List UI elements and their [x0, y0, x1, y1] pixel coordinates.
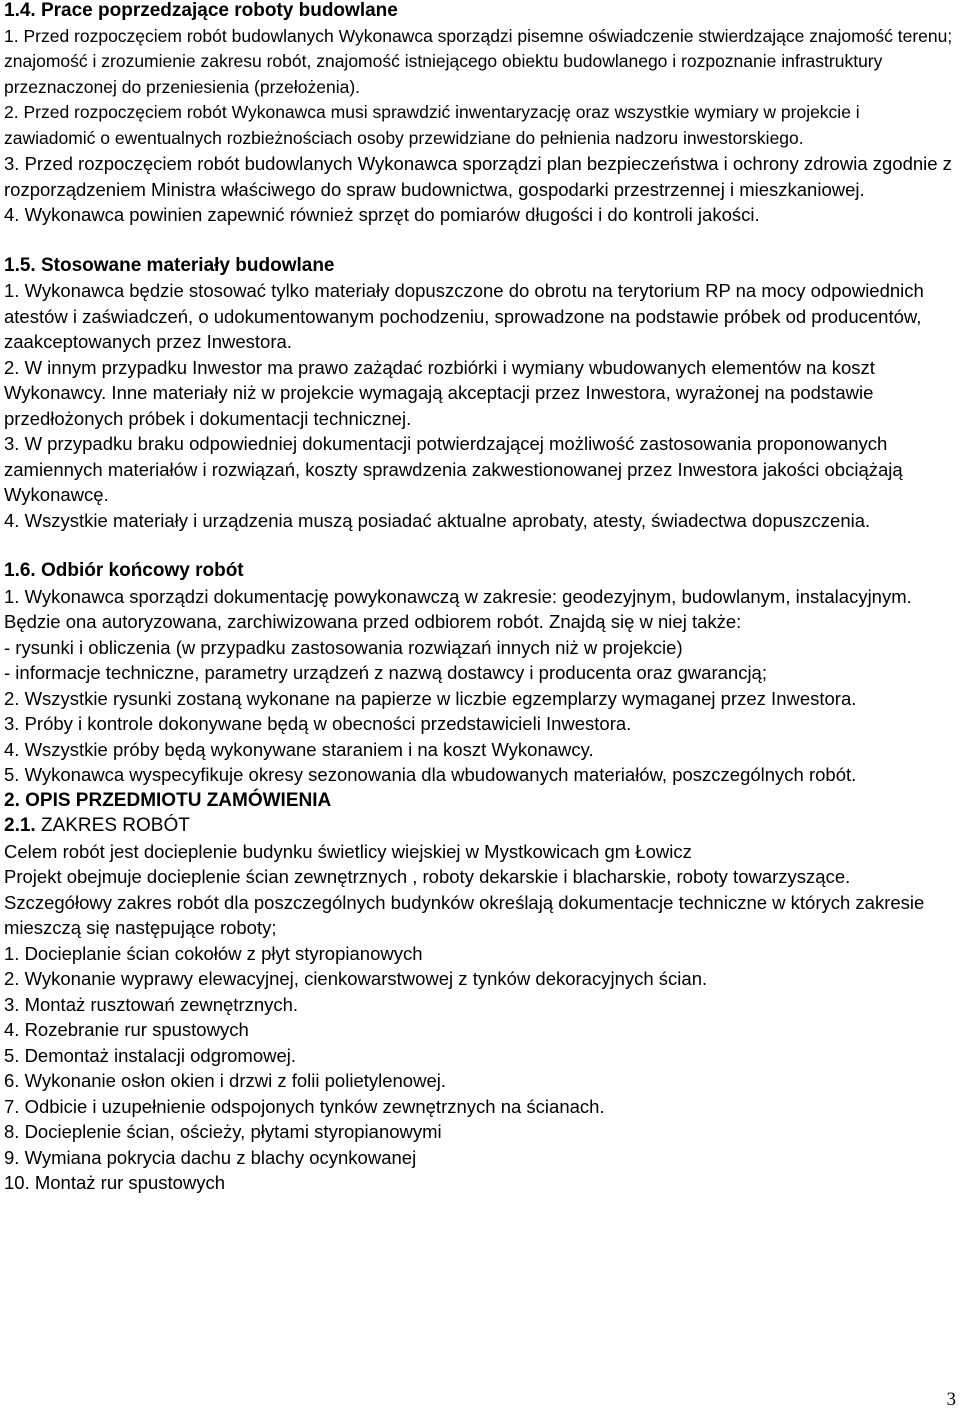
- paragraph: 2. Przed rozpoczęciem robót Wykonawca musi sprawdzić inwentaryzację oraz wszystkie wymiary w projekcie i zawiadomić o ewentualnych rozbieżnościach osoby przewidziane do pełnienia nadzoru inwestorskiego.: [4, 102, 860, 148]
- list-item: 3. Montaż rusztowań zewnętrznych.: [4, 993, 299, 1015]
- paragraph: 3. Przed rozpoczęciem robót budowlanych Wykonawca sporządzi plan bezpieczeństwa i ochrony zdrowia zgodnie z rozporządzeniem Ministra właściwego do spraw budownictwa, gospodarki przestrzennej i mieszkaniowej.: [4, 153, 952, 200]
- paragraph: 4. Wykonawca powinien zapewnić również sprzęt do pomiarów długości i do kontroli jakości.: [4, 204, 760, 225]
- section-heading-1-6: 1.6. Odbiór końcowy robót: [4, 560, 244, 581]
- list-item: - rysunki i obliczenia (w przypadku zastosowania rozwiązań innych niż w projekcie): [4, 636, 683, 658]
- list-item: 4. Rozebranie rur spustowych: [4, 1019, 249, 1040]
- page-number: 3: [946, 1389, 956, 1410]
- paragraph: 1. Przed rozpoczęciem robót budowlanych Wykonawca sporządzi pisemne oświadczenie stwierdzające znajomość terenu; znajomość i zrozumienie zakresu robót, znajomość istniejącego obiektu budowlanego i rozpoznanie infrastruktury przeznaczonej do przeniesienia (przełożenia).: [4, 25, 953, 97]
- list-item: 5. Demontaż instalacji odgromowej.: [4, 1044, 297, 1066]
- list-item: 1. Docieplanie ścian cokołów z płyt styropianowych: [4, 942, 423, 964]
- subsection-title: ZAKRES ROBÓT: [35, 815, 190, 836]
- list-item: 9. Wymiana pokrycia dachu z blachy ocynkowanej: [4, 1146, 417, 1168]
- paragraph: 3. Próby i kontrole dokonywane będą w obecności przedstawicieli Inwestora.: [4, 713, 632, 734]
- list-item: 6. Wykonanie osłon okien i drzwi z folii polietylenowej.: [4, 1070, 446, 1091]
- paragraph: 2. W innym przypadku Inwestor ma prawo zażądać rozbiórki i wymiany wbudowanych elementów na koszt Wykonawcy. Inne materiały niż w projekcie wymagają akceptacji przez Inwestora, wyrażonej na podstawie przedłożonych próbek i dokumentacji technicznej.: [4, 356, 875, 429]
- subsection-number: 2.1.: [4, 815, 36, 836]
- paragraph: Celem robót jest docieplenie budynku świetlicy wiejskiej w Mystkowicach gm Łowicz: [4, 840, 692, 862]
- subsection-heading-2-1: [4, 813, 954, 839]
- list-item: 8. Docieplenie ścian, ościeży, płytami styropianowymi: [4, 1121, 442, 1142]
- list-item: - informacje techniczne, parametry urządzeń z nazwą dostawcy i producenta oraz gwarancją;: [4, 662, 767, 683]
- paragraph: 5. Wykonawca wyspecyfikuje okresy sezonowania dla wbudowanych materiałów, poszczególnych robót.: [4, 764, 857, 785]
- section-heading-1-5: 1.5. Stosowane materiały budowlane: [4, 254, 335, 276]
- list-item: 7. Odbicie i uzupełnienie odspojonych tynków zewnętrznych na ścianach.: [4, 1095, 605, 1117]
- paragraph: 1. Wykonawca sporządzi dokumentację powykonawczą w zakresie: geodezyjnym, budowlanym, instalacyjnym. Będzie ona autoryzowana, zarchiwizowana przed odbiorem robót. Znajdą się w niej także:: [4, 585, 912, 632]
- paragraph: 4. Wszystkie próby będą wykonywane staraniem i na koszt Wykonawcy.: [4, 738, 594, 760]
- section-heading-1-4: 1.4. Prace poprzedzające roboty budowlane: [4, 0, 398, 21]
- paragraph: 1. Wykonawca będzie stosować tylko materiały dopuszczone do obrotu na terytorium RP na mocy odpowiednich atestów i zaświadczeń, o udokumentowanym pochodzeniu, sprowadzone na podstawie próbek od producentów, zaakceptowanych przez Inwestora.: [4, 280, 924, 352]
- paragraph: Szczegółowy zakres robót dla poszczególnych budynków określają dokumentacje techniczne w których zakresie mieszczą się następujące roboty;: [4, 891, 925, 938]
- paragraph: Projekt obejmuje docieplenie ścian zewnętrznych , roboty dekarskie i blacharskie, roboty towarzyszące.: [4, 866, 851, 887]
- paragraph: 2. Wszystkie rysunki zostaną wykonane na papierze w liczbie egzemplarzy wymaganej przez Inwestora.: [4, 687, 857, 709]
- paragraph: 4. Wszystkie materiały i urządzenia muszą posiadać aktualne aprobaty, atesty, świadectwa dopuszczenia.: [4, 509, 871, 531]
- list-item: 2. Wykonanie wyprawy elewacyjnej, cienkowarstwowej z tynków dekoracyjnych ścian.: [4, 968, 708, 989]
- section-heading-2: 2. OPIS PRZEDMIOTU ZAMÓWIENIA: [4, 789, 332, 811]
- list-item: 10. Montaż rur spustowych: [4, 1172, 226, 1193]
- paragraph: 3. W przypadku braku odpowiedniej dokumentacji potwierdzającej możliwość zastosowania proponowanych zamiennych materiałów i rozwiązań, koszty sprawdzenia zakwestionowanej przez Inwestora jakości obciążają Wykonawcę.: [4, 433, 903, 505]
